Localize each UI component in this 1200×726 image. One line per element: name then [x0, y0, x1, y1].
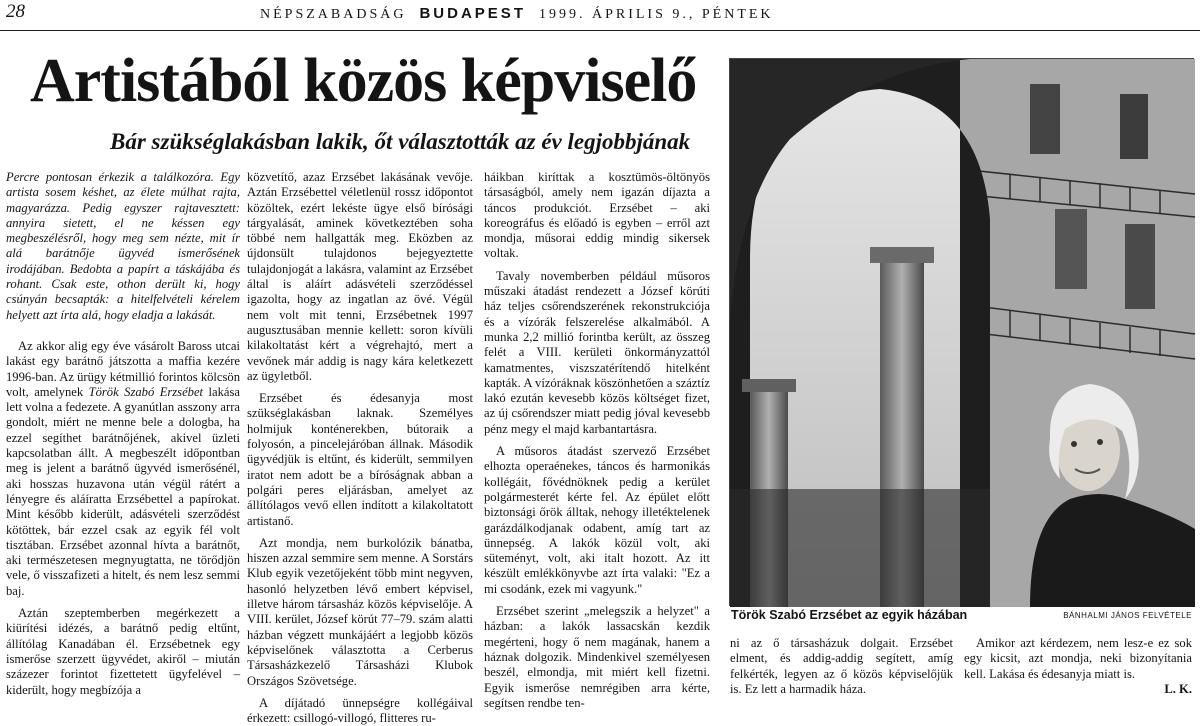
body-paragraph: háikban kiríttak a kosztümös-öltönyös társaságból, amely nem igazán díjazta a táncos produkciót. Erzsébet – aki koreográfus és előadó is egyben – erről azt mondja, műsorai eddig mindig sikersek voltak.: [484, 170, 710, 261]
issue-date: 1999. ÁPRILIS 9., PÉNTEK: [538, 7, 774, 22]
article-column-4: [730, 636, 953, 701]
body-paragraph: Erzsébet és édesanyja most szükséglakásban laknak. Személyes holmijuk konténerekben, bútoraik a folyosón, a pincelejáróban állnak. Második ügyvédjük is eltűnt, és kiderült, semmilyen iratot nem adott be a bíróságnak abban a polgári peres eljárásban, amelyet az állítólagos vevő ellen indított a kilakoltatott artistanő.: [247, 391, 473, 528]
article-photo: [729, 58, 1194, 606]
body-paragraph: Erzsébet szerint „melegszik a helyzet" a házban: a lakók lassacskán kezdik megérteni, hogy ő nem magának, hanem a háznak dolgozik. Mindenkivel személyesen beszél, elmondja, mit miért kell fizetni. Egyik ismerőse nemrégiben arra kérte, segítsen rendbe ten-: [484, 604, 710, 710]
article-headline: Artistából közös képviselő: [30, 47, 697, 115]
newspaper-name: NÉPSZABADSÁG: [260, 7, 407, 22]
body-paragraph: Tavaly novemberben például műsoros műszaki átadást rendezett a József körúti ház teljes csőrendszerének rekonstrukciója és a vízórák felszerelése alkalmából. A munka 2,2 millió forintba került, az összeg felét a VIII. kerületi önkormányzattól kamatmentes, viszszatérítendő hitelként kapták. A vízóráknak köszönhetően a száztíz lakó ezután kevesebb közös költséget fizet, az új csőrendszer miatt pedig jóval kevesebb pénz megy el majd karbantartásra.: [484, 268, 710, 436]
photo-caption: Török Szabó Erzsébet az egyik házában: [731, 608, 968, 622]
body-paragraph: közvetítő, azaz Erzsébet lakásának vevője. Aztán Erzsébettel véletlenül rossz időpontot közöltek, ezért lekéste ügye első bírósági tárgyalását, aminek következtében soha többé nem hallgatták meg. Eközben az újdonsült tulajdonos bejegyeztette tulajdonjogát a lakásra, valamint az Erzsébet által is aláírt adásvételi szerződéssel igazolta, hogy az ingatlan az övé. Végül nem volt mit tenni, Erzsébetnek 1997 augusztusában mennie kellett: soron kívüli kilakoltatást kért a végrehajtó, mert a vevőnek már addig is nagy kára keletkezett az ügyletből.: [247, 170, 473, 383]
article-column-3: [484, 170, 710, 710]
body-paragraph: Azt mondja, nem burkolózik bánatba, hiszen azzal semmire sem menne. A Sorstárs Klub egyik vezetőjeként több mint negyven, hasonló helyzetben lévő embert képvisel, illetve három társasház közös képviselője. A VIII. kerület, József körút 77–79. szám alatti házban végzett munkájáért a legjobb közös képviselőnek választotta a Cerberus Társasházkezelő Társasházi Klubok Országos Szövetsége.: [247, 535, 473, 688]
body-paragraph: A díjátadó ünnepségre kollégáival érkezett: csillogó-villogó, flitteres ru-: [247, 695, 473, 726]
person-name: Török Szabó Erzsébet: [88, 384, 204, 399]
header-rule: [0, 30, 1200, 31]
section-name: BUDAPEST: [419, 5, 526, 22]
body-paragraph: A műsoros átadást szervező Erzsébet elhozta operaénekes, táncos és harmonikás kollégáit, fővédnöknek pedig a kerület polgármesterét kérte fel. Az épület előtt biztonsági őrök álltak, nehogy illetéktelenek garázdálkodjanak odabent, amíg tart az ünnepség. A lakók közül volt, aki süteményt, volt, aki italt hozott. Az itt készült emlékkönyvbe azt írta valaki: "Ez a mi csodánk, ezek mi vagyunk.": [484, 444, 710, 596]
article-subheadline: Bár szükséglakásban lakik, őt választották az év legjobbjának: [110, 129, 691, 154]
article-column-2: [247, 170, 473, 726]
running-head: [260, 5, 774, 23]
body-paragraph: ni az ő társasházuk dolgait. Erzsébet elment, és addig-addig segített, amíg felkérték, legyen az ő közös képviselőjük is. Ez lett a harmadik háza.: [730, 636, 953, 696]
body-paragraph: Amikor azt kérdezem, nem lesz-e ez sok egy kicsit, azt mondja, neki bizonyítania kell. Lakása és édesanyja miatt is.: [964, 636, 1192, 681]
courtyard-photo-illustration: [730, 59, 1195, 607]
body-paragraph: Az akkor alig egy éve vásárolt Baross utcai lakást egy barátnő játszotta a maffia kezére 1996-ban. Az ürügy kétmillió forintos kölcsön volt, amelynek Török Szabó Erzsébet lakása lett volna a fedezete. A gyanútlan asszony arra gondolt, miért ne menne bele a dologba, ha ezzel segíthet barátnőjének, akivel üzleti kapcsolatban állt. A megbeszélt időpontban meg is jelent a barátnő ügyvéd ismerősénél, aki hosszas huzavona után végül rátért a lényegre és aláíratta Erzsébettel a papírokat. Mint később kiderült, adásvételi szerződést kötöttek, bár ezzel csak az egyik fél volt tisztában. Erzsébet azonnal hívta a barátnőt, aki természetesen megnyugtatta, ne törődjön vele, ő visszafizeti a hitelt, és nem lesz semmi baj.: [6, 338, 240, 598]
lead-paragraph: Percre pontosan érkezik a találkozóra. Egy artista sosem késhet, az élete múlhat rajta, magyarázza. Pedig egyszer rajtavesztett: annyira sietett, el ne késsen egy megbeszélésről, hogy meg sem nézte, mit ír alá barátnője ügyvéd ismerősének irodájában. Bedobta a papírt a táskájába és rohant. Csak este, othon derült ki, hogy csúnyán becsapták: a hitelfelvételi kérelem helyett azt írta alá, hogy eladja a lakását.: [6, 170, 240, 322]
page-number: 28: [6, 1, 25, 22]
running-header: [0, 0, 1200, 31]
photo-credit: BÁNHALMI JÁNOS FELVÉTELE: [1063, 611, 1192, 620]
article-column-1: [6, 170, 240, 701]
author-signature: L. K.: [1164, 681, 1192, 696]
body-paragraph: Aztán szeptemberben megérkezett a kiürítési idézés, a barátnő pedig eltűnt, állítólag Kanadában él. Erzsébetnek egy ismerőse szerzett ügyvédet, akiről – miután százezer forintot fizettetett ügyfelével – kiderült, hogy megbízója a: [6, 606, 240, 697]
article-column-5: [964, 636, 1192, 701]
